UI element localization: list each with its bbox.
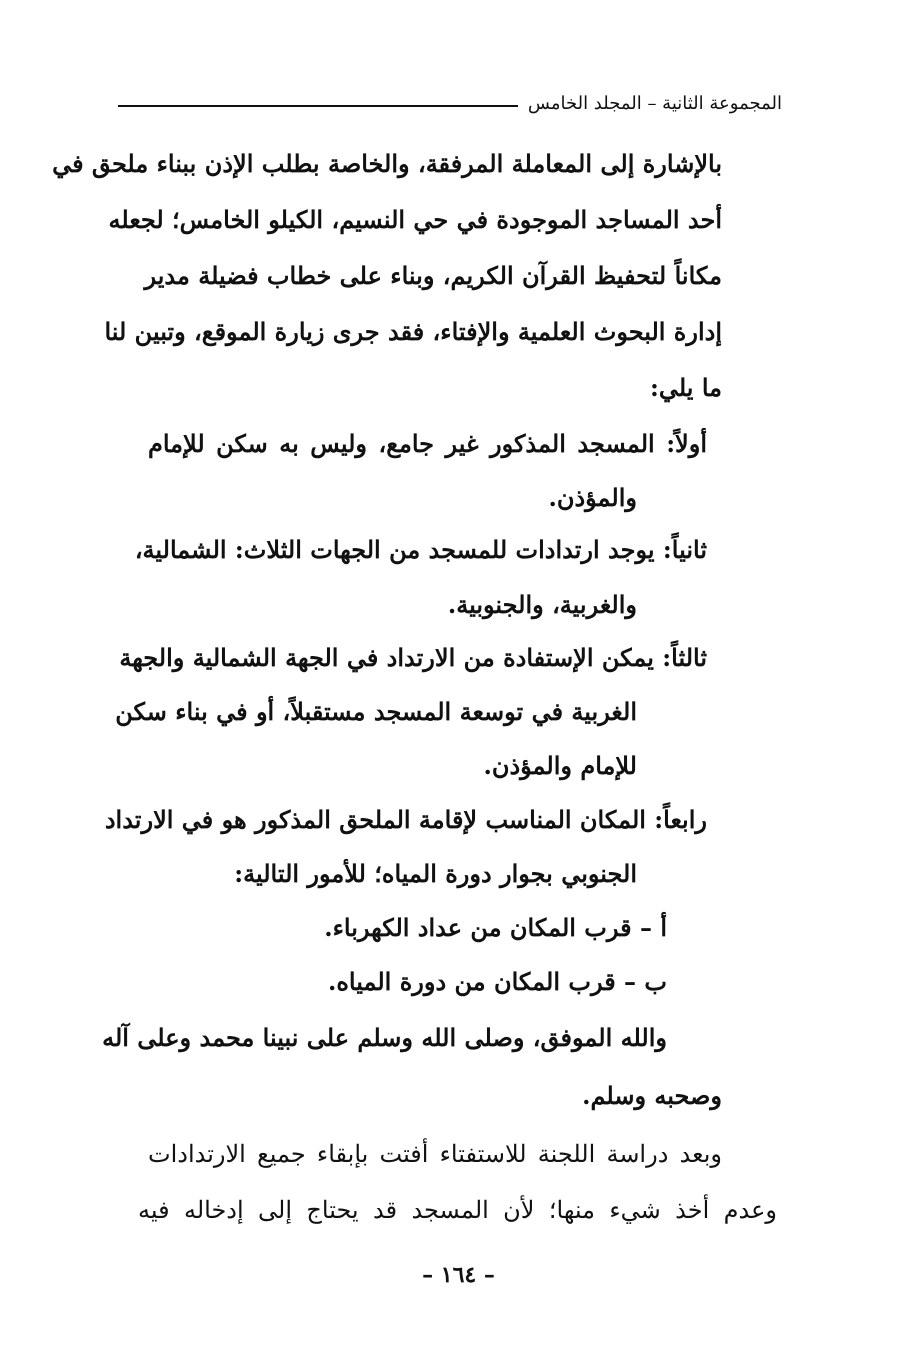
list-item-1-cont: والمؤذن.	[548, 483, 637, 512]
list-item-3-cont: الغربية في توسعة المسجد مستقبلاً، أو في بناء سكن	[115, 697, 637, 726]
page-number: – ١٦٤ –	[422, 1262, 495, 1288]
list-item-2: ثانياً: يوجد ارتدادات للمسجد من الجهات الثلاث: الشمالية،	[134, 535, 707, 564]
body-line: أحد المساجد الموجودة في حي النسيم، الكيلو الخامس؛ لجعله	[108, 205, 722, 234]
list-item-2-cont: والغربية، والجنوبية.	[447, 590, 637, 619]
list-item-4-cont: الجنوبي بجوار دورة المياه؛ للأمور التالية:	[234, 859, 637, 888]
running-title: المجموعة الثانية – المجلد الخامس	[527, 92, 782, 114]
list-item-4: رابعاً: المكان المناسب لإقامة الملحق المذكور هو في الارتداد	[104, 805, 707, 834]
list-item-3-cont: للإمام والمؤذن.	[483, 751, 637, 780]
sub-item-a: أ – قرب المكان من عداد الكهرباء.	[324, 913, 667, 942]
closing-line: والله الموفق، وصلى الله وسلم على نبينا محمد وعلى آله	[102, 1023, 667, 1052]
header-rule	[118, 105, 518, 107]
running-header	[118, 88, 782, 118]
closing-line: وصحبه وسلم.	[582, 1081, 722, 1110]
body-line: وعدم أخذ شيء منها؛ لأن المسجد قد يحتاج إلى إدخاله فيه	[138, 1196, 777, 1224]
list-item-3: ثالثاً: يمكن الإستفادة من الارتداد في الجهة الشمالية والجهة	[119, 643, 707, 672]
list-item-1: أولاً: المسجد المذكور غير جامع، وليس به سكن للإمام	[148, 429, 707, 458]
sub-item-b: ب – قرب المكان من دورة المياه.	[328, 967, 667, 996]
body-line: إدارة البحوث العلمية والإفتاء، فقد جرى زيارة الموقع، وتبين لنا	[104, 317, 722, 346]
body-line: بالإشارة إلى المعاملة المرفقة، والخاصة بطلب الإذن ببناء ملحق في	[52, 149, 722, 178]
body-line: ما يلي:	[649, 373, 722, 402]
body-line: مكاناً لتحفيظ القرآن الكريم، وبناء على خطاب فضيلة مدير	[144, 261, 722, 290]
body-line: وبعد دراسة اللجنة للاستفتاء أفتت بإبقاء جميع الارتدادات	[148, 1140, 722, 1168]
